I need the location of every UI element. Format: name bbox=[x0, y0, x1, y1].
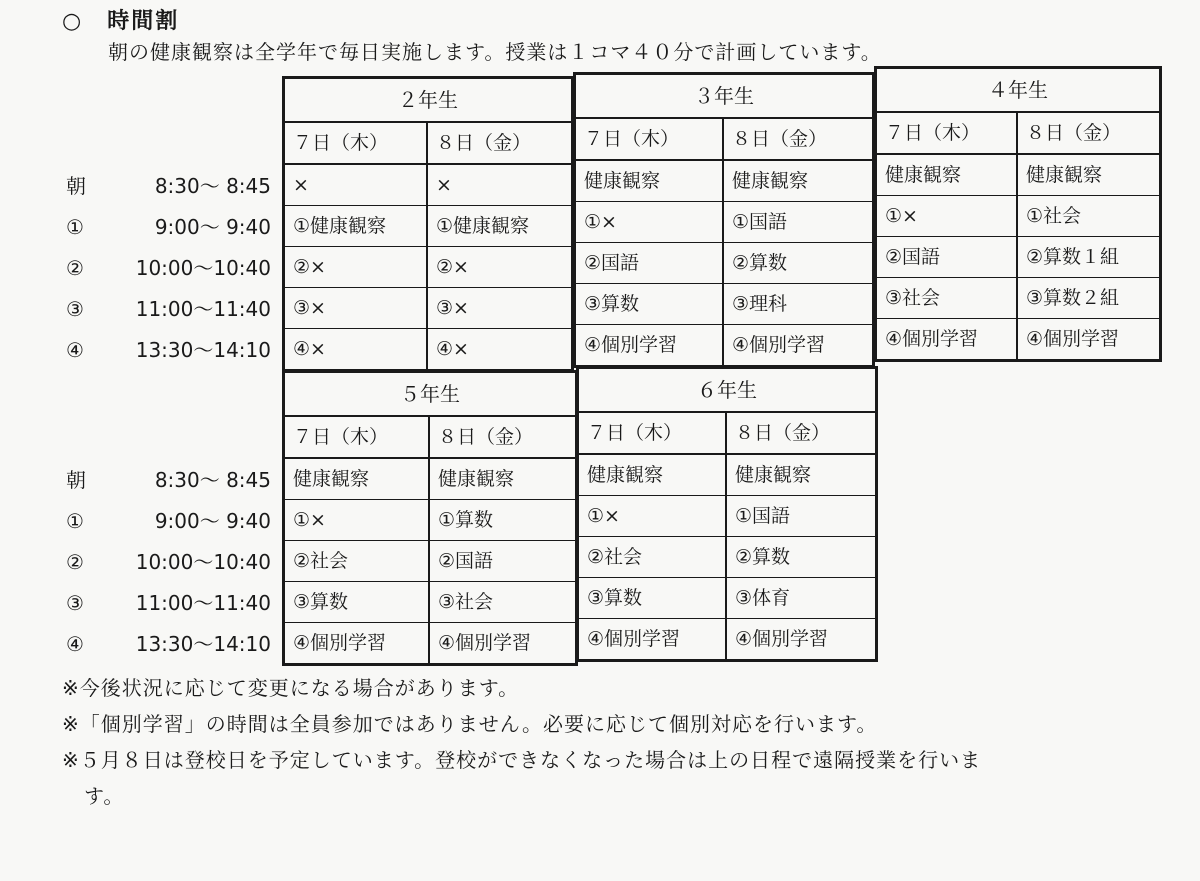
table-row bbox=[579, 619, 875, 659]
table-row bbox=[877, 278, 1159, 319]
table-row bbox=[285, 541, 575, 582]
table-row bbox=[285, 623, 575, 663]
time-row bbox=[66, 583, 271, 623]
table-row bbox=[285, 288, 571, 329]
table-row bbox=[285, 206, 571, 247]
table-cell: ①× bbox=[285, 500, 430, 540]
period-label: ② bbox=[66, 550, 84, 574]
day-header: ７日（木） bbox=[285, 123, 428, 163]
period-label: ③ bbox=[66, 297, 84, 321]
time-row bbox=[66, 501, 271, 541]
time-row bbox=[66, 542, 271, 582]
intro-text: 朝の健康観察は全学年で毎日実施します。授業は１コマ４０分で計画しています。 bbox=[108, 40, 882, 64]
grade-2-table bbox=[282, 76, 574, 372]
section-heading: ○ 時間割 bbox=[62, 9, 180, 34]
table-cell: ④個別学習 bbox=[732, 334, 826, 356]
grade-4-table bbox=[874, 66, 1162, 362]
table-cell: 健康観察 bbox=[732, 170, 809, 192]
day-header-row bbox=[285, 123, 571, 165]
table-row bbox=[285, 459, 575, 500]
period-label: ③ bbox=[66, 591, 84, 615]
day-header: ７日（木） bbox=[877, 113, 1018, 153]
table-cell: 健康観察 bbox=[285, 459, 430, 499]
table-cell: ②国語 bbox=[438, 550, 494, 572]
grade-title: ５年生 bbox=[285, 373, 575, 417]
note-change: ※今後状況に応じて変更になる場合があります。 bbox=[62, 676, 520, 700]
period-label: ② bbox=[66, 256, 84, 280]
table-cell: ①× bbox=[877, 196, 1018, 236]
period-label: ① bbox=[66, 509, 84, 533]
time-range: 11:00〜11:40 bbox=[135, 297, 271, 321]
table-row bbox=[576, 243, 872, 284]
grade-5-table bbox=[282, 370, 578, 666]
table-row bbox=[877, 237, 1159, 278]
table-cell: ②国語 bbox=[877, 237, 1018, 277]
grade-title: ２年生 bbox=[285, 79, 571, 123]
table-cell: ②× bbox=[436, 256, 469, 278]
grade-6-table bbox=[576, 366, 878, 662]
table-cell: ②算数 bbox=[735, 546, 791, 568]
day-header-row bbox=[877, 113, 1159, 155]
notes bbox=[62, 670, 981, 814]
table-cell: ④個別学習 bbox=[438, 632, 532, 654]
note-individual-study: ※「個別学習」の時間は全員参加ではありません。必要に応じて個別対応を行います。 bbox=[62, 712, 878, 736]
table-row bbox=[877, 155, 1159, 196]
time-range: 9:00〜 9:40 bbox=[154, 509, 271, 533]
time-row bbox=[66, 248, 271, 288]
table-cell: × bbox=[436, 174, 452, 196]
table-cell: ③算数２組 bbox=[1026, 287, 1120, 309]
table-cell: ④個別学習 bbox=[579, 619, 727, 659]
period-label: ④ bbox=[66, 338, 84, 362]
time-range: 8:30〜 8:45 bbox=[154, 468, 271, 492]
table-row bbox=[877, 196, 1159, 237]
table-row bbox=[285, 329, 571, 369]
time-row bbox=[66, 166, 271, 206]
note-school-day: ※５月８日は登校日を予定しています。登校ができなくなった場合は上の日程で遠隔授業を行いま bbox=[62, 748, 982, 772]
table-cell: ③算数 bbox=[576, 284, 724, 324]
table-row bbox=[877, 319, 1159, 359]
table-row bbox=[579, 455, 875, 496]
day-header: ８日（金） bbox=[735, 422, 831, 444]
table-cell: ④× bbox=[436, 338, 469, 360]
time-range: 10:00〜10:40 bbox=[135, 550, 271, 574]
table-cell: ④個別学習 bbox=[576, 325, 724, 365]
grade-title: ４年生 bbox=[877, 69, 1159, 113]
table-cell: ②社会 bbox=[579, 537, 727, 577]
table-cell: × bbox=[285, 165, 428, 205]
time-row bbox=[66, 289, 271, 329]
table-cell: ③社会 bbox=[877, 278, 1018, 318]
table-cell: ①× bbox=[576, 202, 724, 242]
table-cell: ④× bbox=[285, 329, 428, 369]
table-cell: 健康観察 bbox=[579, 455, 727, 495]
table-cell: ③算数 bbox=[285, 582, 430, 622]
table-row bbox=[576, 161, 872, 202]
time-row bbox=[66, 460, 271, 500]
time-row bbox=[66, 624, 271, 664]
table-row bbox=[576, 284, 872, 325]
time-range: 11:00〜11:40 bbox=[135, 591, 271, 615]
table-row bbox=[285, 500, 575, 541]
table-row bbox=[579, 496, 875, 537]
table-row bbox=[285, 247, 571, 288]
day-header: ８日（金） bbox=[732, 128, 828, 150]
table-cell: ④個別学習 bbox=[1026, 328, 1120, 350]
table-cell: ④個別学習 bbox=[735, 628, 829, 650]
table-cell: ①国語 bbox=[735, 505, 791, 527]
table-cell: ③× bbox=[436, 297, 469, 319]
day-header: ７日（木） bbox=[285, 417, 430, 457]
time-range: 13:30〜14:10 bbox=[135, 338, 271, 362]
grade-3-table bbox=[573, 72, 875, 368]
table-row bbox=[285, 582, 575, 623]
table-cell: ②算数 bbox=[732, 252, 788, 274]
table-cell: ①社会 bbox=[1026, 205, 1082, 227]
table-cell: 健康観察 bbox=[735, 464, 812, 486]
time-row bbox=[66, 330, 271, 370]
day-header: ８日（金） bbox=[436, 132, 532, 154]
table-cell: ①健康観察 bbox=[436, 215, 530, 237]
table-row bbox=[285, 165, 571, 206]
day-header-row bbox=[576, 119, 872, 161]
time-range: 10:00〜10:40 bbox=[135, 256, 271, 280]
time-range: 13:30〜14:10 bbox=[135, 632, 271, 656]
table-cell: ①算数 bbox=[438, 509, 494, 531]
table-cell: ①× bbox=[579, 496, 727, 536]
time-range: 8:30〜 8:45 bbox=[154, 174, 271, 198]
table-cell: ④個別学習 bbox=[285, 623, 430, 663]
note-school-day-continued: す。 bbox=[84, 784, 125, 808]
table-cell: 健康観察 bbox=[1026, 164, 1103, 186]
table-cell: ③体育 bbox=[735, 587, 791, 609]
table-cell: ②× bbox=[285, 247, 428, 287]
day-header: ８日（金） bbox=[438, 426, 534, 448]
day-header-row bbox=[285, 417, 575, 459]
period-label: 朝 bbox=[66, 468, 86, 492]
table-row bbox=[579, 578, 875, 619]
time-range: 9:00〜 9:40 bbox=[154, 215, 271, 239]
table-cell: ③算数 bbox=[579, 578, 727, 618]
table-cell: ②国語 bbox=[576, 243, 724, 283]
grade-title: ６年生 bbox=[579, 369, 875, 413]
day-header-row bbox=[579, 413, 875, 455]
day-header: ７日（木） bbox=[579, 413, 727, 453]
grade-title: ３年生 bbox=[576, 75, 872, 119]
table-cell: 健康観察 bbox=[576, 161, 724, 201]
table-cell: ①健康観察 bbox=[285, 206, 428, 246]
table-cell: ③社会 bbox=[438, 591, 494, 613]
table-row bbox=[576, 325, 872, 365]
table-cell: ④個別学習 bbox=[877, 319, 1018, 359]
time-row bbox=[66, 207, 271, 247]
period-label: ④ bbox=[66, 632, 84, 656]
table-cell: ①国語 bbox=[732, 211, 788, 233]
table-cell: 健康観察 bbox=[877, 155, 1018, 195]
table-row bbox=[579, 537, 875, 578]
table-cell: ②算数１組 bbox=[1026, 246, 1120, 268]
period-label: ① bbox=[66, 215, 84, 239]
table-cell: 健康観察 bbox=[438, 468, 515, 490]
period-label: 朝 bbox=[66, 174, 86, 198]
day-header: ８日（金） bbox=[1026, 122, 1122, 144]
day-header: ７日（木） bbox=[576, 119, 724, 159]
table-cell: ③× bbox=[285, 288, 428, 328]
table-cell: ②社会 bbox=[285, 541, 430, 581]
table-row bbox=[576, 202, 872, 243]
table-cell: ③理科 bbox=[732, 293, 788, 315]
